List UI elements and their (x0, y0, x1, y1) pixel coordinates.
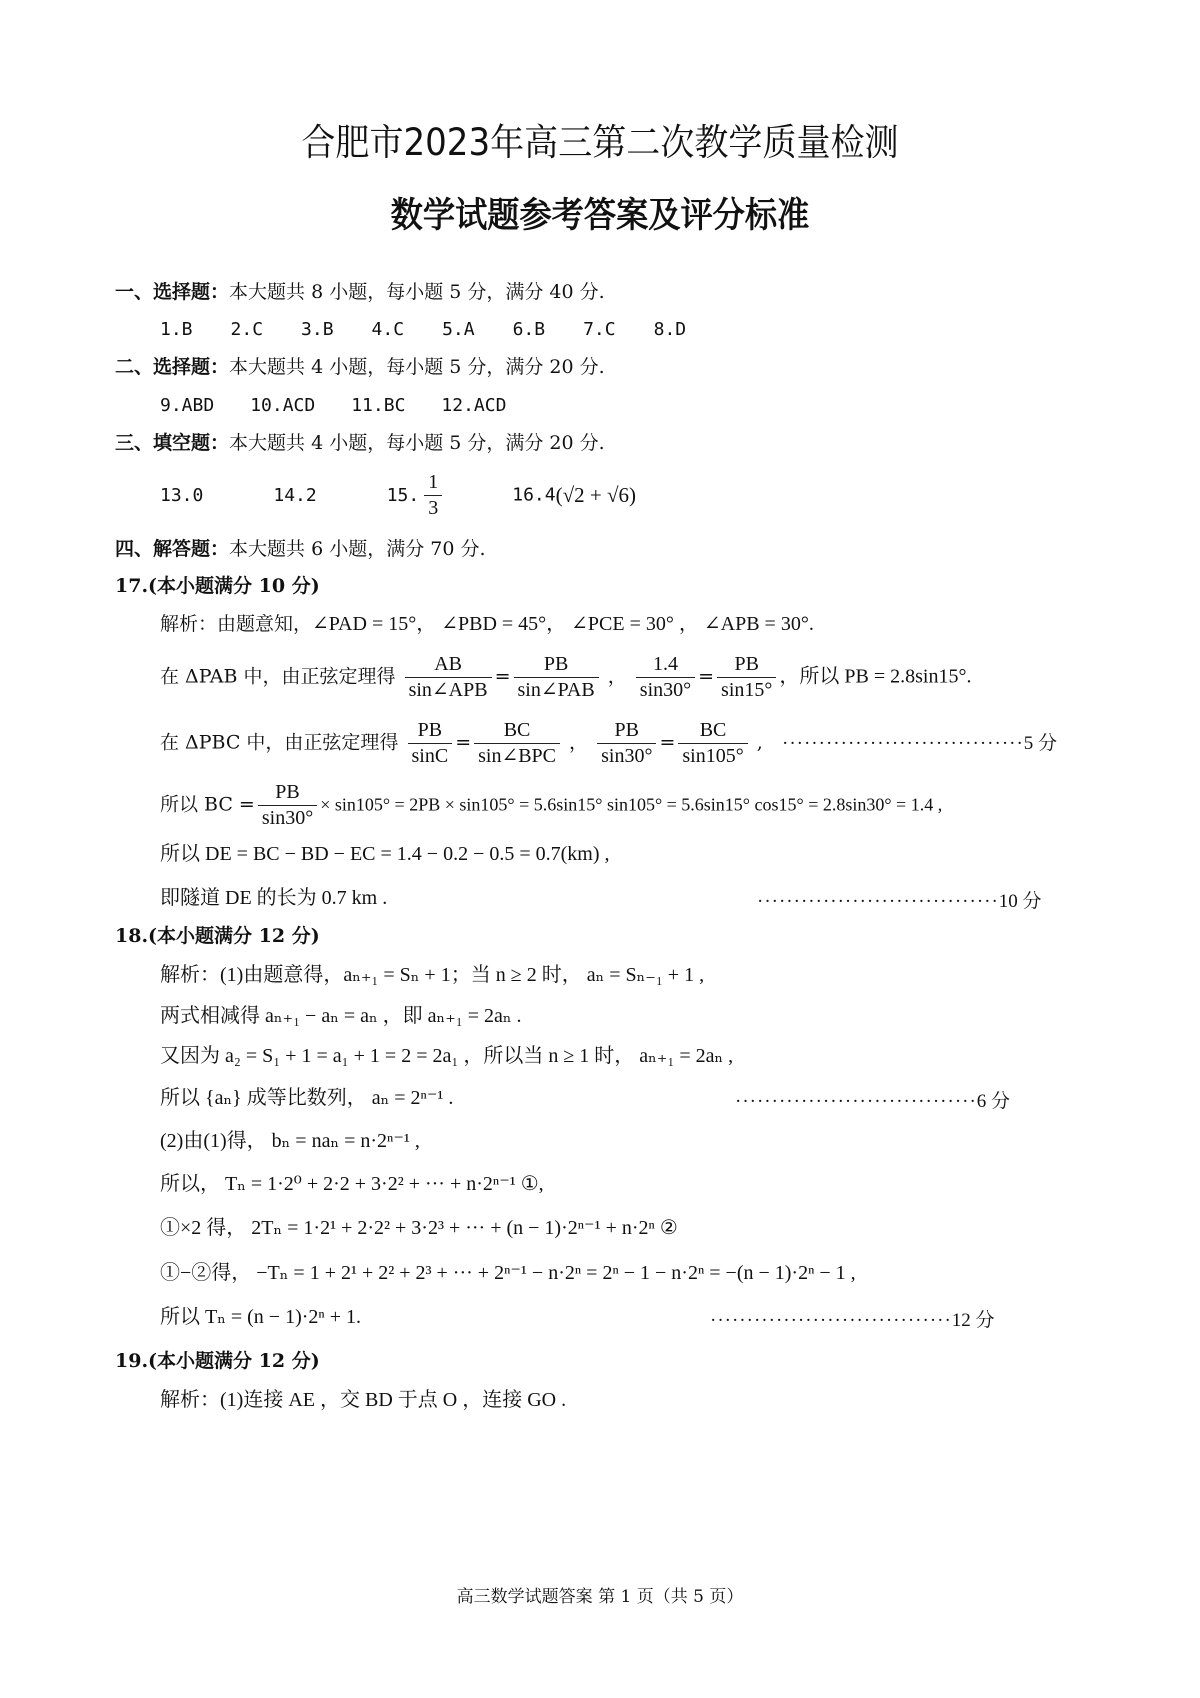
fraction: $\frac{PB}{\sin 30^\circ}$ (258, 780, 317, 831)
section-name: 选择题： (153, 356, 230, 378)
answer-item: 2.C (230, 319, 264, 340)
section-1-answers (160, 319, 724, 341)
q18-line-5: (2)由(1)得， bₙ = naₙ = n·2ⁿ⁻¹ , (160, 1130, 420, 1152)
answer-item: 11.BC (351, 395, 406, 416)
score-marker: ·································6 分 (735, 1091, 1011, 1112)
answer-item: 15. (386, 484, 420, 506)
fraction: $\frac{BC}{\text{sin∠BPC}}$ (474, 718, 560, 769)
answer-item: 4.C (371, 319, 405, 340)
answer-item: 7.C (583, 319, 616, 340)
q18-line-8: ①−②得， −Tₙ = 1 + 2¹ + 2² + 2³ + ··· + 2ⁿ⁻¹ − n·2ⁿ = 2ⁿ − 1 − n·2ⁿ = −(n − 1)·2ⁿ − 1 , (160, 1262, 856, 1284)
answer-item: 3.B (301, 319, 334, 340)
fraction: $\frac{PB}{\text{sin∠PAB}}$ (514, 652, 599, 703)
section-1-heading (115, 281, 605, 304)
q17-line-5: 所以 DE = BC − BD − EC = 1.4 − 0.2 − 0.5 = 0.7(km) , (160, 843, 610, 865)
answer-item: 1.B (160, 319, 193, 340)
section-2-heading (115, 356, 605, 379)
section-3-heading (115, 432, 605, 455)
fraction: $\frac{PB}{\sin 15^\circ}$ (717, 652, 776, 703)
question-17-header: 17.(本小题满分 10 分) (115, 575, 320, 597)
section-name: 选择题： (153, 281, 230, 303)
q19-line-1: 解析：(1)连接 AE ，交 BD 于点 O ，连接 GO . (160, 1389, 567, 1411)
section-number: 一、 (115, 281, 154, 303)
q17-line-1: 解析：由题意知，∠PAD = 15°， ∠PBD = 45°， ∠PCE = 30° ， ∠APB = 30°. (160, 613, 814, 635)
answer-item: 8.D (653, 319, 687, 340)
score-marker: ·································12 分 (710, 1310, 995, 1331)
section-name: 填空题： (153, 432, 230, 454)
fraction: $\frac{AB}{\text{sin∠APB}}$ (405, 652, 492, 703)
answer-16-expression: (√2 + √6) (555, 482, 636, 507)
q18-line-2: 两式相减得 aₙ₊₁ − aₙ = aₙ ，即 aₙ₊₁ = 2aₙ . (160, 1005, 522, 1027)
section-4-heading (115, 538, 486, 561)
q17-line-4: 所以 BC = $\frac{PB}{\sin 30^\circ}$ × sin105° = 2PB × sin105° = 5.6sin15° sin105° = 5.6sin15° cos15° = 2.8sin30° = 1.4 , (160, 781, 943, 829)
fraction: $\frac{1.4}{\sin 30^\circ}$ (636, 652, 695, 703)
score-marker: ·································10 分 (757, 891, 1042, 912)
question-19-header: 19.(本小题满分 12 分) (115, 1350, 320, 1372)
q18-line-4: 所以 {aₙ} 成等比数列， aₙ = 2ⁿ⁻¹ . (160, 1087, 454, 1109)
document-subtitle: 数学试题参考答案及评分标准 (390, 195, 810, 236)
answer-15-fraction: $\frac{1}{3}$ (424, 470, 442, 521)
score-marker: ·································5 分 (782, 733, 1058, 754)
answer-item: 13.0 (160, 484, 204, 506)
section-number: 三、 (115, 432, 154, 454)
q18-line-9: 所以 Tₙ = (n − 1)·2ⁿ + 1. (160, 1306, 361, 1328)
section-desc: 本大题共 6 小题，满分 70 分. (229, 538, 486, 560)
section-2-answers (160, 395, 542, 417)
q17-line-6: 即隧道 DE 的长为 0.7 km . (160, 887, 388, 909)
fraction: $\frac{PB}{\sin C}$ (408, 718, 453, 769)
section-name: 解答题： (153, 538, 230, 560)
answer-item: 14.2 (273, 484, 317, 506)
section-desc: 本大题共 8 小题，每小题 5 分，满分 40 分. (229, 281, 605, 303)
document-title: 合肥市2023年高三第二次教学质量检测 (301, 121, 899, 164)
page-footer: 高三数学试题答案 第 1 页（共 5 页） (456, 1587, 744, 1607)
section-desc: 本大题共 4 小题，每小题 5 分，满分 20 分. (229, 432, 605, 454)
q18-line-3: 又因为 a₂ = S₁ + 1 = a₁ + 1 = 2 = 2a₁ ，所以当 n ≥ 1 时， aₙ₊₁ = 2aₙ , (160, 1045, 734, 1067)
section-3-answers (160, 470, 636, 521)
q18-line-1: 解析：(1)由题意得，aₙ₊₁ = Sₙ + 1；当 n ≥ 2 时， aₙ = Sₙ₋₁ + 1 , (160, 964, 705, 986)
answer-item: 6.B (512, 319, 546, 340)
q17-line-2: 在 ΔPAB 中，由正弦定理得 $\frac{AB}{\text{sin∠APB}}$ = $\frac{PB}{\text{sin∠PAB}}$ ， $\frac{1.4}{\sin 30^\circ}$ = $\frac{PB}{\sin 15^\circ}$ ，所以 PB = 2.8sin15°. (160, 653, 972, 701)
section-number: 四、 (115, 538, 154, 560)
section-number: 二、 (115, 356, 154, 378)
answer-item: 12.ACD (441, 395, 507, 416)
fraction: $\frac{PB}{\sin 30^\circ}$ (597, 718, 656, 769)
question-18-header: 18.(本小题满分 12 分) (115, 925, 320, 947)
q18-line-6: 所以， Tₙ = 1·2⁰ + 2·2 + 3·2² + ··· + n·2ⁿ⁻¹ ①, (160, 1173, 544, 1195)
answer-item: 9.ABD (160, 395, 215, 416)
fraction: $\frac{BC}{\sin 105^\circ}$ (678, 718, 747, 769)
answer-item: 16.4 (512, 484, 556, 506)
answer-item: 5.A (442, 319, 475, 340)
q17-line-3: 在 ΔPBC 中，由正弦定理得 $\frac{PB}{\sin C}$ = $\frac{BC}{\text{sin∠BPC}}$ ， $\frac{PB}{\sin 30^\circ}$ = $\frac{BC}{\sin 105^\circ}$ , (160, 719, 763, 767)
answer-item: 10.ACD (250, 395, 316, 416)
q18-line-7: ①×2 得， 2Tₙ = 1·2¹ + 2·2² + 3·2³ + ··· + (n − 1)·2ⁿ⁻¹ + n·2ⁿ ② (160, 1217, 678, 1239)
section-desc: 本大题共 4 小题，每小题 5 分，满分 20 分. (229, 356, 605, 378)
